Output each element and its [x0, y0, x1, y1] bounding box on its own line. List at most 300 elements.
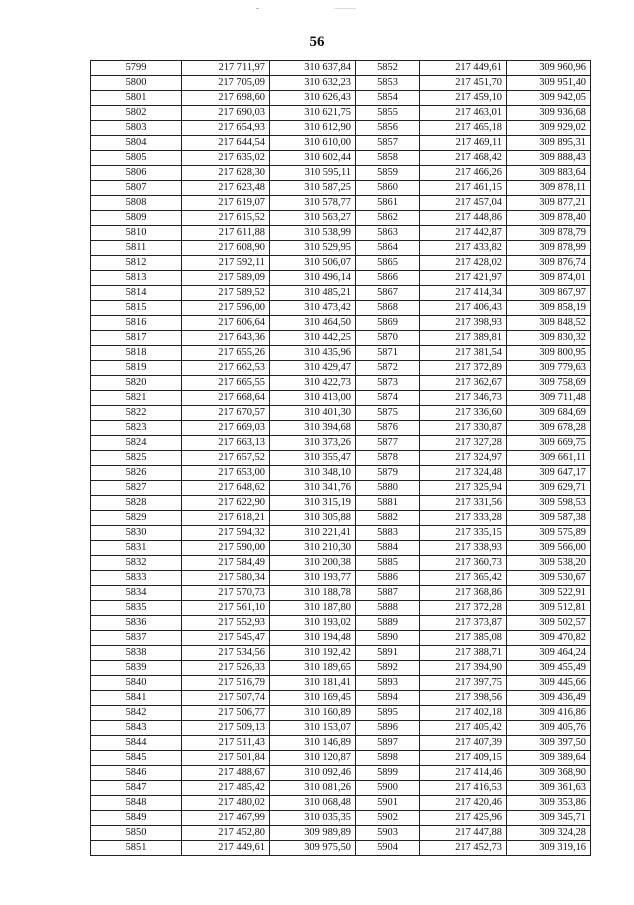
y-coordinate-cell: 310 435,96: [270, 346, 356, 361]
y-coordinate-cell: 310 348,10: [270, 466, 356, 481]
x-coordinate-cell: 217 469,11: [420, 136, 507, 151]
x-coordinate-cell: 217 615,52: [182, 211, 270, 226]
y-coordinate-cell: 309 661,11: [507, 451, 591, 466]
x-coordinate-cell: 217 389,81: [420, 331, 507, 346]
y-coordinate-cell: 310 464,50: [270, 316, 356, 331]
point-number-cell: 5839: [91, 661, 182, 676]
point-number-cell: 5890: [356, 631, 420, 646]
y-coordinate-cell: 309 848,52: [507, 316, 591, 331]
point-number-cell: 5799: [91, 61, 182, 76]
y-coordinate-cell: 310 221,41: [270, 526, 356, 541]
y-coordinate-cell: 309 319,16: [507, 841, 591, 856]
point-number-cell: 5804: [91, 136, 182, 151]
table-row: [91, 181, 591, 196]
x-coordinate-cell: 217 397,75: [420, 676, 507, 691]
point-number-cell: 5843: [91, 721, 182, 736]
x-coordinate-cell: 217 324,48: [420, 466, 507, 481]
x-coordinate-cell: 217 452,80: [182, 826, 270, 841]
y-coordinate-cell: 310 081,26: [270, 781, 356, 796]
point-number-cell: 5870: [356, 331, 420, 346]
y-coordinate-cell: 309 598,53: [507, 496, 591, 511]
x-coordinate-cell: 217 545,47: [182, 631, 270, 646]
point-number-cell: 5900: [356, 781, 420, 796]
table-row: [91, 571, 591, 586]
y-coordinate-cell: 309 361,63: [507, 781, 591, 796]
y-coordinate-cell: 309 405,76: [507, 721, 591, 736]
point-number-cell: 5846: [91, 766, 182, 781]
table-row: [91, 271, 591, 286]
x-coordinate-cell: 217 584,49: [182, 556, 270, 571]
point-number-cell: 5823: [91, 421, 182, 436]
point-number-cell: 5841: [91, 691, 182, 706]
x-coordinate-cell: 217 461,15: [420, 181, 507, 196]
table-row: [91, 451, 591, 466]
y-coordinate-cell: 309 867,97: [507, 286, 591, 301]
point-number-cell: 5813: [91, 271, 182, 286]
y-coordinate-cell: 310 355,47: [270, 451, 356, 466]
y-coordinate-cell: 310 413,00: [270, 391, 356, 406]
point-number-cell: 5887: [356, 586, 420, 601]
point-number-cell: 5863: [356, 226, 420, 241]
table-row: [91, 601, 591, 616]
x-coordinate-cell: 217 511,43: [182, 736, 270, 751]
point-number-cell: 5830: [91, 526, 182, 541]
table-row: [91, 676, 591, 691]
point-number-cell: 5889: [356, 616, 420, 631]
table-row: [91, 196, 591, 211]
table-row: [91, 751, 591, 766]
point-number-cell: 5894: [356, 691, 420, 706]
x-coordinate-cell: 217 452,73: [420, 841, 507, 856]
table-row: [91, 211, 591, 226]
point-number-cell: 5803: [91, 121, 182, 136]
point-number-cell: 5852: [356, 61, 420, 76]
y-coordinate-cell: 310 315,19: [270, 496, 356, 511]
point-number-cell: 5861: [356, 196, 420, 211]
x-coordinate-cell: 217 330,87: [420, 421, 507, 436]
y-coordinate-cell: 309 877,21: [507, 196, 591, 211]
x-coordinate-cell: 217 362,67: [420, 376, 507, 391]
x-coordinate-cell: 217 611,88: [182, 226, 270, 241]
x-coordinate-cell: 217 509,13: [182, 721, 270, 736]
table-row: [91, 361, 591, 376]
point-number-cell: 5891: [356, 646, 420, 661]
y-coordinate-cell: 310 394,68: [270, 421, 356, 436]
y-coordinate-cell: 309 530,67: [507, 571, 591, 586]
table-row: [91, 91, 591, 106]
point-number-cell: 5824: [91, 436, 182, 451]
y-coordinate-cell: 309 522,91: [507, 586, 591, 601]
y-coordinate-cell: 310 626,43: [270, 91, 356, 106]
x-coordinate-cell: 217 442,87: [420, 226, 507, 241]
y-coordinate-cell: 309 895,31: [507, 136, 591, 151]
x-coordinate-cell: 217 324,97: [420, 451, 507, 466]
table-row: [91, 346, 591, 361]
point-number-cell: 5849: [91, 811, 182, 826]
x-coordinate-cell: 217 534,56: [182, 646, 270, 661]
point-number-cell: 5878: [356, 451, 420, 466]
table-row: [91, 286, 591, 301]
x-coordinate-cell: 217 449,61: [420, 61, 507, 76]
x-coordinate-cell: 217 561,10: [182, 601, 270, 616]
x-coordinate-cell: 217 690,03: [182, 106, 270, 121]
point-number-cell: 5854: [356, 91, 420, 106]
point-number-cell: 5805: [91, 151, 182, 166]
x-coordinate-cell: 217 325,94: [420, 481, 507, 496]
point-number-cell: 5896: [356, 721, 420, 736]
y-coordinate-cell: 310 612,90: [270, 121, 356, 136]
point-number-cell: 5877: [356, 436, 420, 451]
y-coordinate-cell: 309 929,02: [507, 121, 591, 136]
y-coordinate-cell: 309 711,48: [507, 391, 591, 406]
y-coordinate-cell: 310 160,89: [270, 706, 356, 721]
point-number-cell: 5880: [356, 481, 420, 496]
point-number-cell: 5862: [356, 211, 420, 226]
point-number-cell: 5855: [356, 106, 420, 121]
y-coordinate-cell: 310 587,25: [270, 181, 356, 196]
y-coordinate-cell: 310 189,65: [270, 661, 356, 676]
point-number-cell: 5860: [356, 181, 420, 196]
y-coordinate-cell: 310 422,73: [270, 376, 356, 391]
y-coordinate-cell: 310 210,30: [270, 541, 356, 556]
point-number-cell: 5884: [356, 541, 420, 556]
point-number-cell: 5864: [356, 241, 420, 256]
x-coordinate-cell: 217 705,09: [182, 76, 270, 91]
y-coordinate-cell: 309 878,99: [507, 241, 591, 256]
y-coordinate-cell: 310 068,48: [270, 796, 356, 811]
table-row: [91, 796, 591, 811]
point-number-cell: 5838: [91, 646, 182, 661]
point-number-cell: 5886: [356, 571, 420, 586]
y-coordinate-cell: 310 035,35: [270, 811, 356, 826]
point-number-cell: 5901: [356, 796, 420, 811]
x-coordinate-cell: 217 480,02: [182, 796, 270, 811]
y-coordinate-cell: 309 587,38: [507, 511, 591, 526]
y-coordinate-cell: 309 989,89: [270, 826, 356, 841]
point-number-cell: 5842: [91, 706, 182, 721]
point-number-cell: 5881: [356, 496, 420, 511]
x-coordinate-cell: 217 360,73: [420, 556, 507, 571]
point-number-cell: 5897: [356, 736, 420, 751]
y-coordinate-cell: 309 669,75: [507, 436, 591, 451]
y-coordinate-cell: 309 455,49: [507, 661, 591, 676]
table-row: [91, 631, 591, 646]
point-number-cell: 5845: [91, 751, 182, 766]
x-coordinate-cell: 217 698,60: [182, 91, 270, 106]
y-coordinate-cell: 309 888,43: [507, 151, 591, 166]
point-number-cell: 5800: [91, 76, 182, 91]
point-number-cell: 5812: [91, 256, 182, 271]
x-coordinate-cell: 217 365,42: [420, 571, 507, 586]
table-row: [91, 421, 591, 436]
table-row: [91, 406, 591, 421]
x-coordinate-cell: 217 405,42: [420, 721, 507, 736]
y-coordinate-cell: 309 445,66: [507, 676, 591, 691]
point-number-cell: 5875: [356, 406, 420, 421]
x-coordinate-cell: 217 589,52: [182, 286, 270, 301]
point-number-cell: 5871: [356, 346, 420, 361]
x-coordinate-cell: 217 628,30: [182, 166, 270, 181]
y-coordinate-cell: 310 194,48: [270, 631, 356, 646]
x-coordinate-cell: 217 501,84: [182, 751, 270, 766]
y-coordinate-cell: 310 563,27: [270, 211, 356, 226]
y-coordinate-cell: 310 188,78: [270, 586, 356, 601]
x-coordinate-cell: 217 669,03: [182, 421, 270, 436]
y-coordinate-cell: 309 345,71: [507, 811, 591, 826]
x-coordinate-cell: 217 398,93: [420, 316, 507, 331]
x-coordinate-cell: 217 346,73: [420, 391, 507, 406]
y-coordinate-cell: 309 936,68: [507, 106, 591, 121]
table-row: [91, 331, 591, 346]
x-coordinate-cell: 217 447,88: [420, 826, 507, 841]
point-number-cell: 5903: [356, 826, 420, 841]
x-coordinate-cell: 217 420,46: [420, 796, 507, 811]
scan-artifact: [334, 8, 356, 9]
y-coordinate-cell: 310 373,26: [270, 436, 356, 451]
y-coordinate-cell: 309 942,05: [507, 91, 591, 106]
x-coordinate-cell: 217 618,21: [182, 511, 270, 526]
point-number-cell: 5865: [356, 256, 420, 271]
x-coordinate-cell: 217 372,28: [420, 601, 507, 616]
y-coordinate-cell: 309 878,11: [507, 181, 591, 196]
table-row: [91, 436, 591, 451]
x-coordinate-cell: 217 580,34: [182, 571, 270, 586]
x-coordinate-cell: 217 570,73: [182, 586, 270, 601]
table-row: [91, 646, 591, 661]
table-row: [91, 121, 591, 136]
y-coordinate-cell: 309 629,71: [507, 481, 591, 496]
point-number-cell: 5833: [91, 571, 182, 586]
point-number-cell: 5866: [356, 271, 420, 286]
point-number-cell: 5819: [91, 361, 182, 376]
y-coordinate-cell: 310 401,30: [270, 406, 356, 421]
y-coordinate-cell: 310 595,11: [270, 166, 356, 181]
y-coordinate-cell: 309 566,00: [507, 541, 591, 556]
x-coordinate-cell: 217 373,87: [420, 616, 507, 631]
x-coordinate-cell: 217 670,57: [182, 406, 270, 421]
point-number-cell: 5856: [356, 121, 420, 136]
x-coordinate-cell: 217 606,64: [182, 316, 270, 331]
y-coordinate-cell: 310 092,46: [270, 766, 356, 781]
table-row: [91, 391, 591, 406]
point-number-cell: 5807: [91, 181, 182, 196]
table-row: [91, 826, 591, 841]
point-number-cell: 5808: [91, 196, 182, 211]
x-coordinate-cell: 217 451,70: [420, 76, 507, 91]
point-number-cell: 5892: [356, 661, 420, 676]
point-number-cell: 5869: [356, 316, 420, 331]
x-coordinate-cell: 217 622,90: [182, 496, 270, 511]
point-number-cell: 5816: [91, 316, 182, 331]
x-coordinate-cell: 217 655,26: [182, 346, 270, 361]
x-coordinate-cell: 217 421,97: [420, 271, 507, 286]
table-row: [91, 691, 591, 706]
x-coordinate-cell: 217 506,77: [182, 706, 270, 721]
x-coordinate-cell: 217 711,97: [182, 61, 270, 76]
y-coordinate-cell: 310 193,77: [270, 571, 356, 586]
table-row: [91, 166, 591, 181]
y-coordinate-cell: 309 575,89: [507, 526, 591, 541]
y-coordinate-cell: 309 397,50: [507, 736, 591, 751]
point-number-cell: 5868: [356, 301, 420, 316]
point-number-cell: 5810: [91, 226, 182, 241]
x-coordinate-cell: 217 596,00: [182, 301, 270, 316]
table-row: [91, 226, 591, 241]
x-coordinate-cell: 217 608,90: [182, 241, 270, 256]
x-coordinate-cell: 217 457,04: [420, 196, 507, 211]
y-coordinate-cell: 309 436,49: [507, 691, 591, 706]
table-row: [91, 301, 591, 316]
point-number-cell: 5885: [356, 556, 420, 571]
y-coordinate-cell: 309 858,19: [507, 301, 591, 316]
y-coordinate-cell: 310 169,45: [270, 691, 356, 706]
y-coordinate-cell: 309 960,96: [507, 61, 591, 76]
x-coordinate-cell: 217 662,53: [182, 361, 270, 376]
x-coordinate-cell: 217 463,01: [420, 106, 507, 121]
x-coordinate-cell: 217 407,39: [420, 736, 507, 751]
x-coordinate-cell: 217 623,48: [182, 181, 270, 196]
table-row: [91, 586, 591, 601]
table-row: [91, 706, 591, 721]
table-row: [91, 811, 591, 826]
x-coordinate-cell: 217 665,55: [182, 376, 270, 391]
point-number-cell: 5829: [91, 511, 182, 526]
point-number-cell: 5847: [91, 781, 182, 796]
x-coordinate-cell: 217 644,54: [182, 136, 270, 151]
point-number-cell: 5821: [91, 391, 182, 406]
point-number-cell: 5867: [356, 286, 420, 301]
y-coordinate-cell: 309 883,64: [507, 166, 591, 181]
point-number-cell: 5850: [91, 826, 182, 841]
y-coordinate-cell: 310 193,02: [270, 616, 356, 631]
point-number-cell: 5814: [91, 286, 182, 301]
point-number-cell: 5809: [91, 211, 182, 226]
x-coordinate-cell: 217 643,36: [182, 331, 270, 346]
y-coordinate-cell: 310 538,99: [270, 226, 356, 241]
table-row: [91, 541, 591, 556]
table-row: [91, 616, 591, 631]
coordinates-table: [90, 60, 591, 856]
x-coordinate-cell: 217 409,15: [420, 751, 507, 766]
x-coordinate-cell: 217 414,46: [420, 766, 507, 781]
table-row: [91, 766, 591, 781]
x-coordinate-cell: 217 594,32: [182, 526, 270, 541]
point-number-cell: 5801: [91, 91, 182, 106]
x-coordinate-cell: 217 406,43: [420, 301, 507, 316]
y-coordinate-cell: 310 153,07: [270, 721, 356, 736]
point-number-cell: 5806: [91, 166, 182, 181]
point-number-cell: 5874: [356, 391, 420, 406]
point-number-cell: 5904: [356, 841, 420, 856]
table-row: [91, 466, 591, 481]
x-coordinate-cell: 217 466,26: [420, 166, 507, 181]
y-coordinate-cell: 310 621,75: [270, 106, 356, 121]
x-coordinate-cell: 217 372,89: [420, 361, 507, 376]
y-coordinate-cell: 309 684,69: [507, 406, 591, 421]
point-number-cell: 5811: [91, 241, 182, 256]
y-coordinate-cell: 310 529,95: [270, 241, 356, 256]
x-coordinate-cell: 217 385,08: [420, 631, 507, 646]
point-number-cell: 5817: [91, 331, 182, 346]
point-number-cell: 5857: [356, 136, 420, 151]
x-coordinate-cell: 217 331,56: [420, 496, 507, 511]
table-row: [91, 256, 591, 271]
y-coordinate-cell: 309 502,57: [507, 616, 591, 631]
x-coordinate-cell: 217 592,11: [182, 256, 270, 271]
x-coordinate-cell: 217 398,56: [420, 691, 507, 706]
table-row: [91, 661, 591, 676]
table-row: [91, 781, 591, 796]
table-row: [91, 241, 591, 256]
point-number-cell: 5893: [356, 676, 420, 691]
point-number-cell: 5827: [91, 481, 182, 496]
point-number-cell: 5895: [356, 706, 420, 721]
point-number-cell: 5815: [91, 301, 182, 316]
point-number-cell: 5826: [91, 466, 182, 481]
point-number-cell: 5832: [91, 556, 182, 571]
point-number-cell: 5873: [356, 376, 420, 391]
x-coordinate-cell: 217 327,28: [420, 436, 507, 451]
y-coordinate-cell: 310 442,25: [270, 331, 356, 346]
y-coordinate-cell: 309 951,40: [507, 76, 591, 91]
x-coordinate-cell: 217 402,18: [420, 706, 507, 721]
y-coordinate-cell: 309 975,50: [270, 841, 356, 856]
x-coordinate-cell: 217 465,18: [420, 121, 507, 136]
x-coordinate-cell: 217 507,74: [182, 691, 270, 706]
x-coordinate-cell: 217 335,15: [420, 526, 507, 541]
y-coordinate-cell: 310 181,41: [270, 676, 356, 691]
y-coordinate-cell: 309 758,69: [507, 376, 591, 391]
y-coordinate-cell: 310 192,42: [270, 646, 356, 661]
x-coordinate-cell: 217 654,93: [182, 121, 270, 136]
point-number-cell: 5859: [356, 166, 420, 181]
point-number-cell: 5822: [91, 406, 182, 421]
x-coordinate-cell: 217 428,02: [420, 256, 507, 271]
point-number-cell: 5851: [91, 841, 182, 856]
y-coordinate-cell: 309 368,90: [507, 766, 591, 781]
y-coordinate-cell: 310 506,07: [270, 256, 356, 271]
x-coordinate-cell: 217 433,82: [420, 241, 507, 256]
x-coordinate-cell: 217 635,02: [182, 151, 270, 166]
x-coordinate-cell: 217 414,34: [420, 286, 507, 301]
y-coordinate-cell: 309 353,86: [507, 796, 591, 811]
point-number-cell: 5836: [91, 616, 182, 631]
point-number-cell: 5802: [91, 106, 182, 121]
table-row: [91, 721, 591, 736]
table-row: [91, 526, 591, 541]
y-coordinate-cell: 309 800,95: [507, 346, 591, 361]
y-coordinate-cell: 309 416,86: [507, 706, 591, 721]
y-coordinate-cell: 310 602,44: [270, 151, 356, 166]
point-number-cell: 5825: [91, 451, 182, 466]
point-number-cell: 5888: [356, 601, 420, 616]
x-coordinate-cell: 217 663,13: [182, 436, 270, 451]
scan-artifact: [256, 8, 259, 9]
x-coordinate-cell: 217 516,79: [182, 676, 270, 691]
y-coordinate-cell: 309 389,64: [507, 751, 591, 766]
x-coordinate-cell: 217 368,86: [420, 586, 507, 601]
table-row: [91, 736, 591, 751]
table-row: [91, 106, 591, 121]
x-coordinate-cell: 217 657,52: [182, 451, 270, 466]
y-coordinate-cell: 310 610,00: [270, 136, 356, 151]
x-coordinate-cell: 217 449,61: [182, 841, 270, 856]
point-number-cell: 5835: [91, 601, 182, 616]
y-coordinate-cell: 310 473,42: [270, 301, 356, 316]
y-coordinate-cell: 309 830,32: [507, 331, 591, 346]
x-coordinate-cell: 217 552,93: [182, 616, 270, 631]
table-row: [91, 841, 591, 856]
